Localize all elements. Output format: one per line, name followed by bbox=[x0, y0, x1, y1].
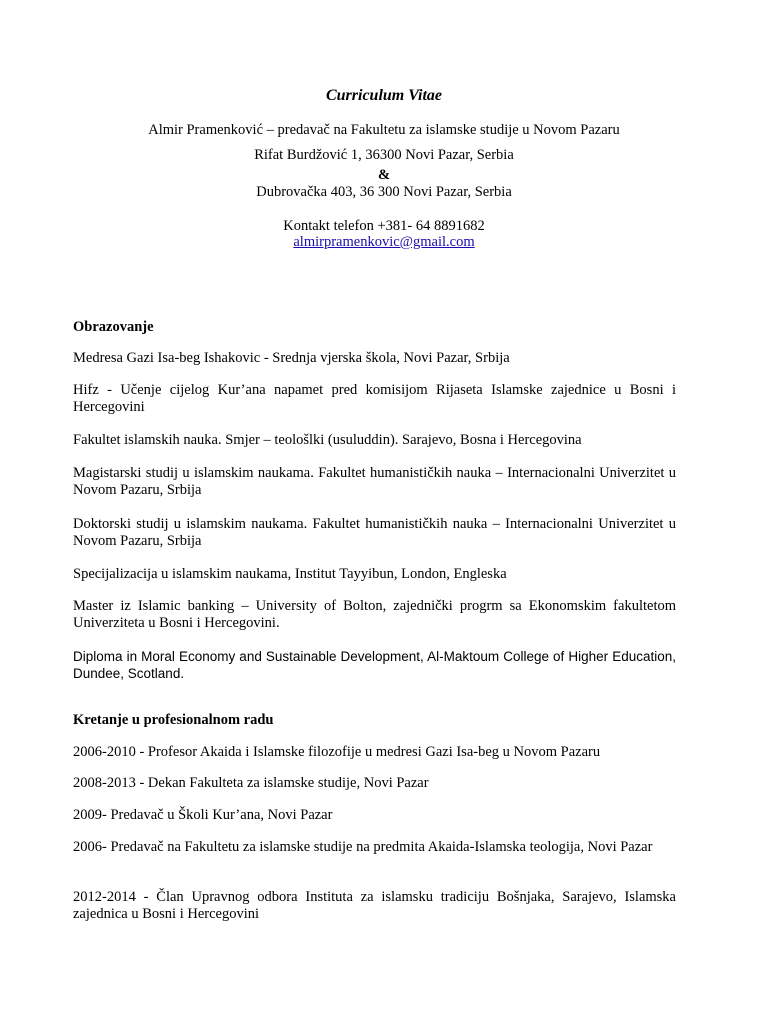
address-2: Dubrovačka 403, 36 300 Novi Pazar, Serbia bbox=[256, 184, 512, 200]
email-link[interactable]: almirpramenkovic@gmail.com bbox=[293, 234, 475, 250]
education-heading: Obrazovanje bbox=[73, 319, 154, 335]
career-item: 2009- Predavač u Školi Kur’ana, Novi Pazar bbox=[73, 807, 333, 823]
education-item: Specijalizacija u islamskim naukama, Institut Tayyibun, London, Engleska bbox=[73, 566, 507, 582]
document-title: Curriculum Vitae bbox=[325, 87, 443, 104]
education-item: Fakultet islamskih nauka. Smjer – teološlki (usuluddin). Sarajevo, Bosna i Hercegovina bbox=[73, 432, 582, 448]
education-item: Magistarski studij u islamskim naukama. Fakultet humanističkih nauka – Internacionalni Univerzitet u Novom Pazaru, Srbija bbox=[73, 465, 676, 498]
ampersand: & bbox=[377, 167, 391, 183]
career-item: 2008-2013 - Dekan Fakulteta za islamske studije, Novi Pazar bbox=[73, 775, 429, 791]
career-item: 2012-2014 - Član Upravnog odbora Instituta za islamsku tradiciju Bošnjaka, Sarajevo, Islamska zajednica u Bosni i Hercegovini bbox=[73, 889, 676, 922]
name-line: Almir Pramenković – predavač na Fakultetu za islamske studije u Novom Pazaru bbox=[148, 122, 620, 138]
career-item: 2006-2010 - Profesor Akaida i Islamske filozofije u medresi Gazi Isa-beg u Novom Pazaru bbox=[73, 744, 601, 760]
education-item: Doktorski studij u islamskim naukama. Fakultet humanističkih nauka – Internacionalni Univerzitet u Novom Pazaru, Srbija bbox=[73, 516, 676, 549]
education-item: Medresa Gazi Isa-beg Ishakovic - Srednja vjerska škola, Novi Pazar, Srbija bbox=[73, 350, 510, 366]
email-line bbox=[0, 234, 768, 250]
career-item: 2006- Predavač na Fakultetu za islamske studije na predmita Akaida-Islamska teologija, Novi Pazar bbox=[73, 839, 653, 855]
education-item: Hifz - Učenje cijelog Kur’ana napamet pred komisijom Rijaseta Islamske zajednice u Bosni i Hercegovini bbox=[73, 382, 676, 415]
address-1: Rifat Burdžović 1, 36300 Novi Pazar, Serbia bbox=[254, 147, 514, 163]
phone-line: Kontakt telefon +381- 64 8891682 bbox=[283, 218, 485, 234]
career-heading: Kretanje u profesionalnom radu bbox=[73, 712, 274, 728]
education-item: Master iz Islamic banking – University of Bolton, zajednički progrm sa Ekonomskim fakultetom Univerziteta u Bosni i Hercegovini. bbox=[73, 598, 676, 631]
education-item: Diploma in Moral Economy and Sustainable Development, Al-Maktoum College of Higher Education, Dundee, Scotland. bbox=[73, 649, 676, 681]
